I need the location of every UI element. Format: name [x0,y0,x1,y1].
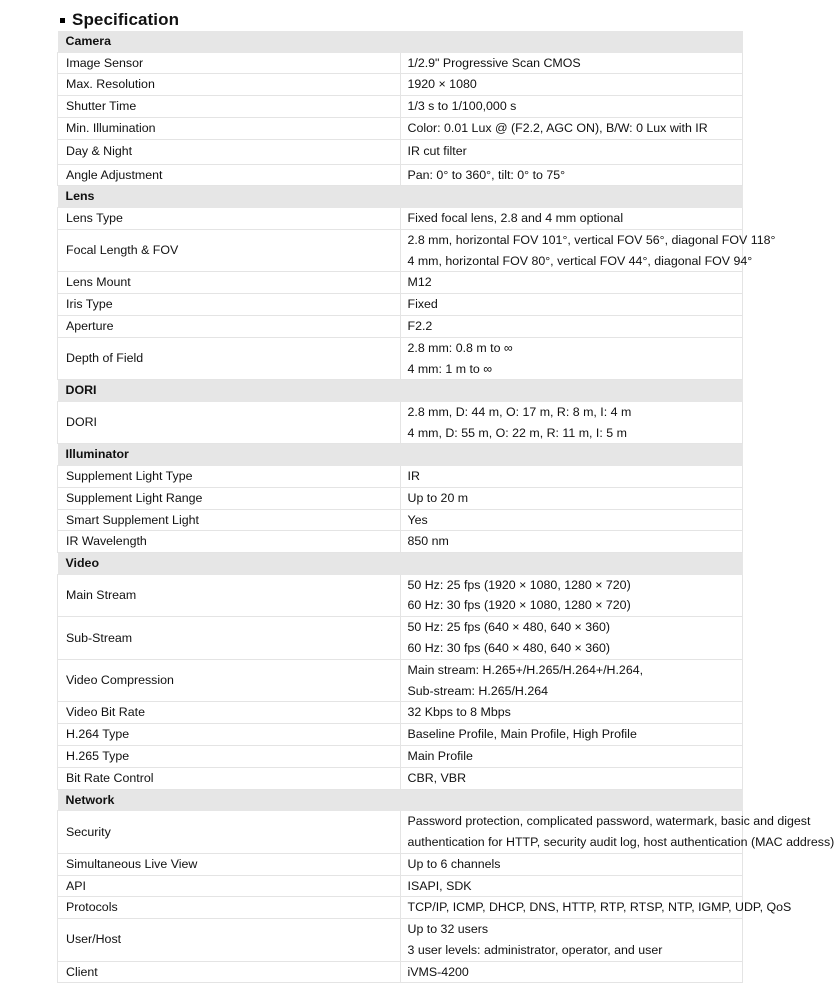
spec-label: Sub-Stream [58,617,401,660]
spec-value-line: 50 Hz: 25 fps (1920 × 1080, 1280 × 720) [407,577,631,592]
spec-heading [60,8,179,32]
page-title: Specification [72,10,180,29]
spec-value [400,139,743,164]
spec-label: Client [58,961,401,983]
spec-value [400,875,743,897]
spec-label: Depth of Field [58,337,401,380]
spec-value [400,96,743,118]
spec-row-client [58,961,743,983]
spec-row-protocols [58,897,743,919]
spec-value-line: 1/3 s to 1/100,000 s [407,99,517,114]
section-title: Camera [58,31,743,52]
spec-value [400,574,743,617]
spec-value-line: Main stream: H.265+/H.265/H.264+/H.264, [407,662,644,677]
spec-label: Protocols [58,897,401,919]
spec-value [400,811,834,854]
spec-label: H.264 Type [58,724,401,746]
section-title: Video [58,553,743,575]
spec-row-security [58,811,743,854]
spec-value-line: Up to 32 users [407,922,489,937]
spec-row-bit-rate-control [58,767,743,789]
spec-value-line: Color: 0.01 Lux @ (F2.2, AGC ON), B/W: 0 Lux with IR [407,120,708,135]
spec-label: Video Bit Rate [58,702,401,724]
spec-label: Day & Night [58,139,401,164]
spec-value [400,617,743,660]
spec-value-line: TCP/IP, ICMP, DHCP, DNS, HTTP, RTP, RTSP, NTP, IGMP, UDP, QoS [407,900,792,915]
spec-value [400,207,743,229]
spec-value-line: Pan: 0° to 360°, tilt: 0° to 75° [407,167,566,182]
spec-label: Shutter Time [58,96,401,118]
spec-value [400,897,792,919]
spec-value-line: 32 Kbps to 8 Mbps [407,705,511,720]
spec-value [400,164,743,186]
spec-value-line: 3 user levels: administrator, operator, and user [407,942,663,957]
spec-value [400,702,743,724]
section-header-network [58,789,743,811]
spec-label: Focal Length & FOV [58,229,401,272]
spec-value [400,919,743,962]
spec-label: IR Wavelength [58,531,401,553]
spec-value-line: 2.8 mm: 0.8 m to ∞ [407,340,513,355]
section-header-illuminator [58,444,743,466]
spec-value [400,74,743,96]
spec-row-lens-mount [58,272,743,294]
spec-value [400,659,743,702]
spec-row-image-sensor [58,52,743,74]
spec-value-line: 60 Hz: 30 fps (640 × 480, 640 × 360) [407,641,611,656]
spec-row-h-264-type [58,724,743,746]
spec-value-line: 1/2.9" Progressive Scan CMOS [407,55,581,70]
spec-value [400,229,776,272]
spec-row-main-stream [58,574,743,617]
spec-label: Lens Type [58,207,401,229]
spec-row-smart-supplement-light [58,509,743,531]
spec-label: Security [58,811,401,854]
spec-label: Supplement Light Type [58,465,401,487]
section-header-camera [58,31,743,52]
spec-value-line: iVMS-4200 [407,964,469,979]
spec-row-angle-adjustment [58,164,743,186]
spec-label: Bit Rate Control [58,767,401,789]
spec-row-user-host [58,919,743,962]
spec-label: Main Stream [58,574,401,617]
spec-value [400,746,743,768]
spec-value-line: Yes [407,512,428,527]
spec-label: Image Sensor [58,52,401,74]
spec-label: Iris Type [58,294,401,316]
spec-row-h-265-type [58,746,743,768]
spec-label: DORI [58,401,401,444]
spec-value-line: Baseline Profile, Main Profile, High Profile [407,727,637,742]
spec-value [400,272,743,294]
spec-value-line: 4 mm, horizontal FOV 80°, vertical FOV 44°, diagonal FOV 94° [407,253,753,268]
spec-value-line: 4 mm: 1 m to ∞ [407,361,493,376]
spec-value [400,961,743,983]
spec-value-line: 850 nm [407,534,449,549]
spec-value-line: Up to 20 m [407,490,469,505]
spec-value-line: Up to 6 channels [407,856,501,871]
spec-label: Max. Resolution [58,74,401,96]
spec-row-lens-type [58,207,743,229]
spec-value [400,767,743,789]
spec-value-line: Fixed [407,297,438,312]
spec-value [400,531,743,553]
spec-label: Video Compression [58,659,401,702]
spec-value-line: Main Profile [407,749,473,764]
spec-value-line: Password protection, complicated password, watermark, basic and digest [407,814,811,829]
spec-value [400,117,743,139]
spec-row-video-compression [58,659,743,702]
spec-label: Angle Adjustment [58,164,401,186]
section-title: Illuminator [58,444,743,466]
spec-value-line: 4 mm, D: 55 m, O: 22 m, R: 11 m, I: 5 m [407,425,627,440]
spec-value-line: 1920 × 1080 [407,77,477,92]
spec-value-line: CBR, VBR [407,770,467,785]
spec-value-line: ISAPI, SDK [407,878,472,893]
spec-value-line: 2.8 mm, horizontal FOV 101°, vertical FOV 56°, diagonal FOV 118° [407,232,776,247]
spec-label: Aperture [58,315,401,337]
spec-row-ir-wavelength [58,531,743,553]
spec-label: Lens Mount [58,272,401,294]
spec-label: Supplement Light Range [58,487,401,509]
spec-row-sub-stream [58,617,743,660]
spec-label: Min. Illumination [58,117,401,139]
spec-value [400,52,743,74]
spec-value-line: IR [407,468,420,483]
spec-row-focal-length-and-fov [58,229,743,272]
spec-value [400,853,743,875]
spec-label: H.265 Type [58,746,401,768]
spec-value-line: Fixed focal lens, 2.8 and 4 mm optional [407,210,624,225]
spec-row-dori [58,401,743,444]
spec-row-api [58,875,743,897]
spec-value-line: F2.2 [407,318,433,333]
section-header-lens [58,186,743,208]
spec-row-supplement-light-type [58,465,743,487]
spec-value [400,465,743,487]
spec-label: Simultaneous Live View [58,853,401,875]
spec-value-line: Sub-stream: H.265/H.264 [407,683,548,698]
spec-row-day-and-night [58,139,743,164]
spec-row-aperture [58,315,743,337]
spec-value-line: 2.8 mm, D: 44 m, O: 17 m, R: 8 m, I: 4 m [407,404,632,419]
spec-table [57,31,834,983]
spec-value [400,401,743,444]
spec-label: User/Host [58,919,401,962]
spec-value-line: authentication for HTTP, security audit log, host authentication (MAC address) [407,834,834,849]
spec-row-video-bit-rate [58,702,743,724]
section-header-video [58,553,743,575]
spec-value-line: 60 Hz: 30 fps (1920 × 1080, 1280 × 720) [407,598,631,613]
spec-row-depth-of-field [58,337,743,380]
spec-row-min-illumination [58,117,743,139]
section-title: DORI [58,380,743,402]
spec-value [400,294,743,316]
spec-row-simultaneous-live-view [58,853,743,875]
spec-value-line: M12 [407,275,432,290]
spec-value [400,509,743,531]
spec-value [400,724,743,746]
spec-label: API [58,875,401,897]
bullet-icon [60,18,65,23]
section-header-dori [58,380,743,402]
spec-row-max-resolution [58,74,743,96]
spec-row-supplement-light-range [58,487,743,509]
spec-value [400,337,743,380]
spec-value-line: 50 Hz: 25 fps (640 × 480, 640 × 360) [407,620,611,635]
section-title: Network [58,789,743,811]
spec-label: Smart Supplement Light [58,509,401,531]
spec-row-shutter-time [58,96,743,118]
spec-value [400,315,743,337]
spec-value [400,487,743,509]
spec-row-iris-type [58,294,743,316]
spec-table-body [58,31,834,983]
spec-value-line: IR cut filter [407,144,467,159]
section-title: Lens [58,186,743,208]
